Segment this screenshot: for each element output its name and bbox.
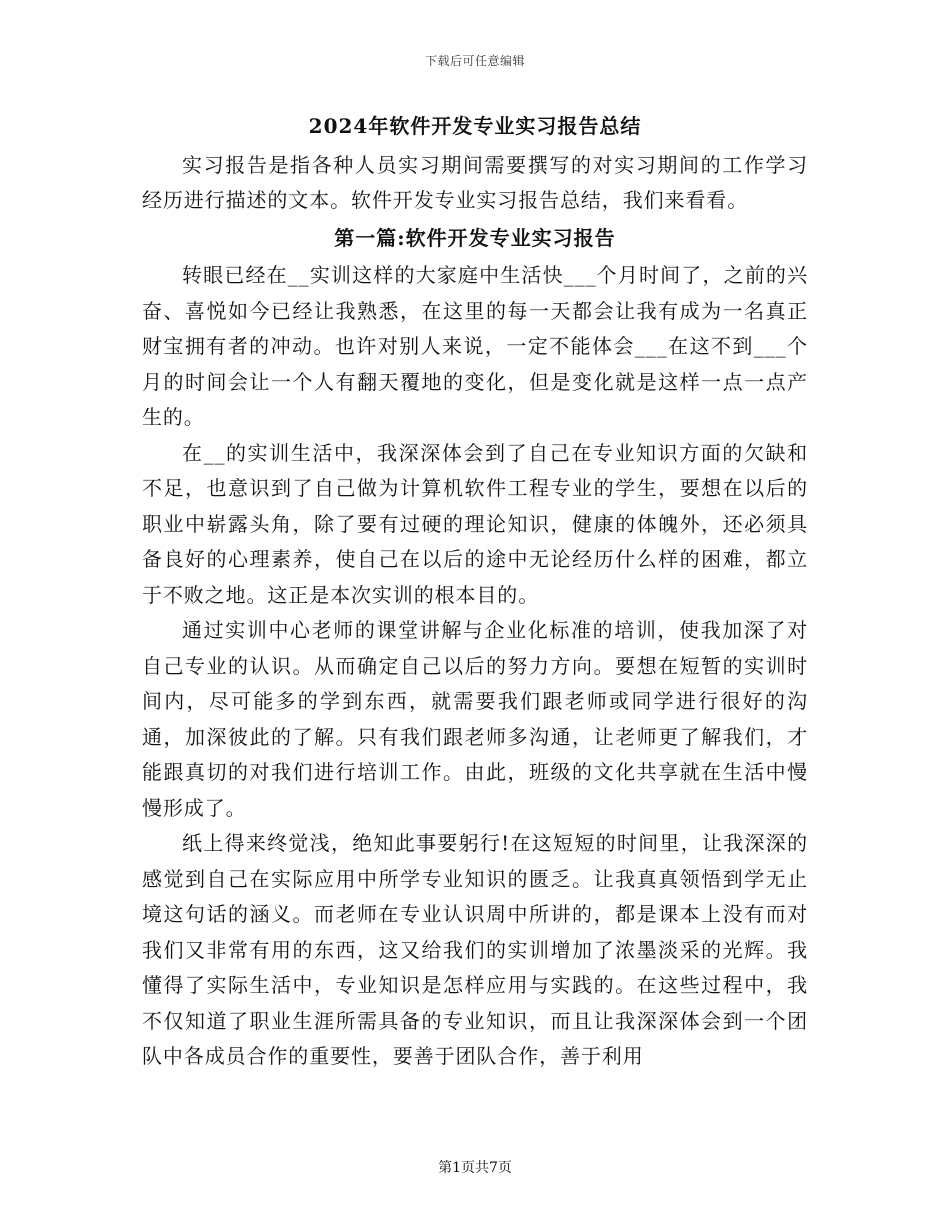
- body-paragraph-1: 转眼已经在__实训这样的大家庭中生活快___个月时间了，之前的兴奋、喜悦如今已经让我熟悉，在这里的每一天都会让我有成为一名真正财宝拥有者的冲动。也许对别人来说，一定不能体会___在这不到___个月的时间会让一个人有翻天覆地的变化，但是变化就是这样一点一点产生的。: [142, 263, 808, 429]
- intro-paragraph: 实习报告是指各种人员实习期间需要撰写的对实习期间的工作学习经历进行描述的文本。软件开发专业实习报告总结，我们来看看。: [142, 153, 808, 212]
- body-paragraph-2: 在__的实训生活中，我深深体会到了自己在专业知识方面的欠缺和不足，也意识到了自己做为计算机软件工程专业的学生，要想在以后的职业中崭露头角，除了要有过硬的理论知识，健康的体魄外，还必须具备良好的心理素养，使自己在以后的途中无论经历什么样的困难，都立于不败之地。这正是本次实训的根本目的。: [142, 440, 808, 607]
- section-title: 第一篇:软件开发专业实习报告: [334, 226, 616, 250]
- page-number-footer: 第1页共7页: [438, 1160, 512, 1176]
- body-paragraph-3: 通过实训中心老师的课堂讲解与企业化标准的培训，使我加深了对自己专业的认识。从而确定自己以后的努力方向。要想在短暂的实训时间内，尽可能多的学到东西，就需要我们跟老师或同学进行很好的沟通，加深彼此的了解。只有我们跟老师多沟通，让老师更了解我们，才能跟真切的对我们进行培训工作。由此，班级的文化共享就在生活中慢慢形成了。: [142, 618, 808, 820]
- body-paragraph-4: 纸上得来终觉浅，绝知此事要躬行!在这短短的时间里，让我深深的感觉到自己在实际应用中所学专业知识的匮乏。让我真真领悟到学无止境这句话的涵义。而老师在专业认识周中所讲的，都是课本上没有而对我们又非常有用的东西，这又给我们的实训增加了浓墨淡采的光辉。我懂得了实际生活中，专业知识是怎样应用与实践的。在这些过程中，我不仅知道了职业生涯所需具备的专业知识，而且让我深深体会到一个团队中各成员合作的重要性，要善于团队合作，善于利用: [142, 831, 808, 1068]
- header-note: 下载后可任意编辑: [424, 54, 525, 68]
- document-body: [142, 104, 808, 1075]
- document-title: 2024年软件开发专业实习报告总结: [308, 114, 642, 138]
